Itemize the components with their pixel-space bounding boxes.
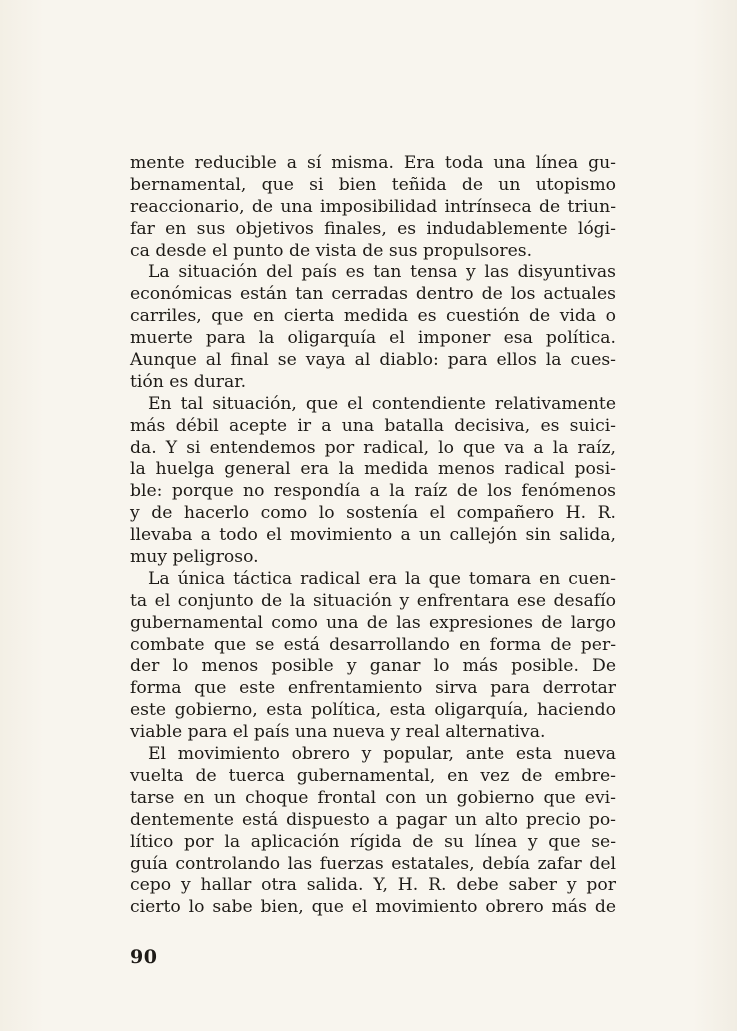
text-line: ble: porque no respondía a la raíz de los fenómenos — [130, 481, 616, 502]
text-line: tión es durar. — [130, 371, 247, 392]
text-line: ta el conjunto de la situación y enfrentara ese desafío — [130, 590, 616, 611]
text-line: muerte para la oligarquía el imponer esa política. — [130, 328, 616, 349]
body-text — [130, 153, 616, 919]
text-line: reaccionario, de una imposibilidad intrínseca de triun- — [130, 196, 616, 217]
text-line: carriles, que en cierta medida es cuestión de vida o — [130, 306, 616, 327]
text-line: combate que se está desarrollando en forma de per- — [130, 634, 616, 655]
text-line: más débil acepte ir a una batalla decisiva, es suici- — [130, 415, 616, 436]
text-line: Aunque al final se vaya al diablo: para ellos la cues- — [130, 350, 616, 371]
text-line: llevaba a todo el movimiento a un callejón sin salida, — [130, 525, 616, 546]
text-line: En tal situación, que el contendiente relativamente — [148, 393, 616, 414]
text-line: la huelga general era la medida menos radical posi- — [130, 459, 616, 480]
text-line: far en sus objetivos finales, es indudablemente lógi- — [130, 218, 616, 239]
text-line: cepo y hallar otra salida. Y, H. R. debe saber y por — [130, 875, 616, 896]
text-line: forma que este enfrentamiento sirva para derrotar — [130, 678, 616, 699]
text-line: gubernamental como una de las expresiones de largo — [130, 612, 616, 633]
text-line: cierto lo sabe bien, que el movimiento obrero más de — [130, 897, 616, 918]
text-line: tarse en un choque frontal con un gobierno que evi- — [130, 787, 616, 808]
text-line: mente reducible a sí misma. Era toda una línea gu- — [130, 153, 616, 173]
text-line: este gobierno, esta política, esta oligarquía, haciendo — [130, 700, 616, 721]
text-line: da. Y si entendemos por radical, lo que va a la raíz, — [130, 437, 616, 458]
text-line: vuelta de tuerca gubernamental, en vez de embre- — [130, 765, 616, 786]
text-line: La situación del país es tan tensa y las disyuntivas — [148, 262, 616, 283]
text-line: dentemente está dispuesto a pagar un alto precio po- — [130, 809, 616, 830]
page-number: 90 — [130, 946, 158, 968]
text-line: bernamental, que si bien teñida de un utopismo — [130, 174, 616, 195]
text-line: guía controlando las fuerzas estatales, debía zafar del — [130, 853, 616, 874]
text-line: muy peligroso. — [130, 547, 259, 568]
text-line: económicas están tan cerradas dentro de los actuales — [130, 284, 616, 305]
text-line: der lo menos posible y ganar lo más posible. De — [130, 656, 616, 677]
text-line: y de hacerlo como lo sostenía el compañero H. R. — [130, 503, 616, 524]
text-line: La única táctica radical era la que tomara en cuen- — [148, 568, 616, 589]
text-line: viable para el país una nueva y real alternativa. — [130, 722, 546, 743]
text-line: ca desde el punto de vista de sus propulsores. — [130, 240, 533, 261]
text-line: lítico por la aplicación rígida de su línea y que se- — [130, 831, 616, 852]
text-line: El movimiento obrero y popular, ante esta nueva — [148, 744, 616, 765]
